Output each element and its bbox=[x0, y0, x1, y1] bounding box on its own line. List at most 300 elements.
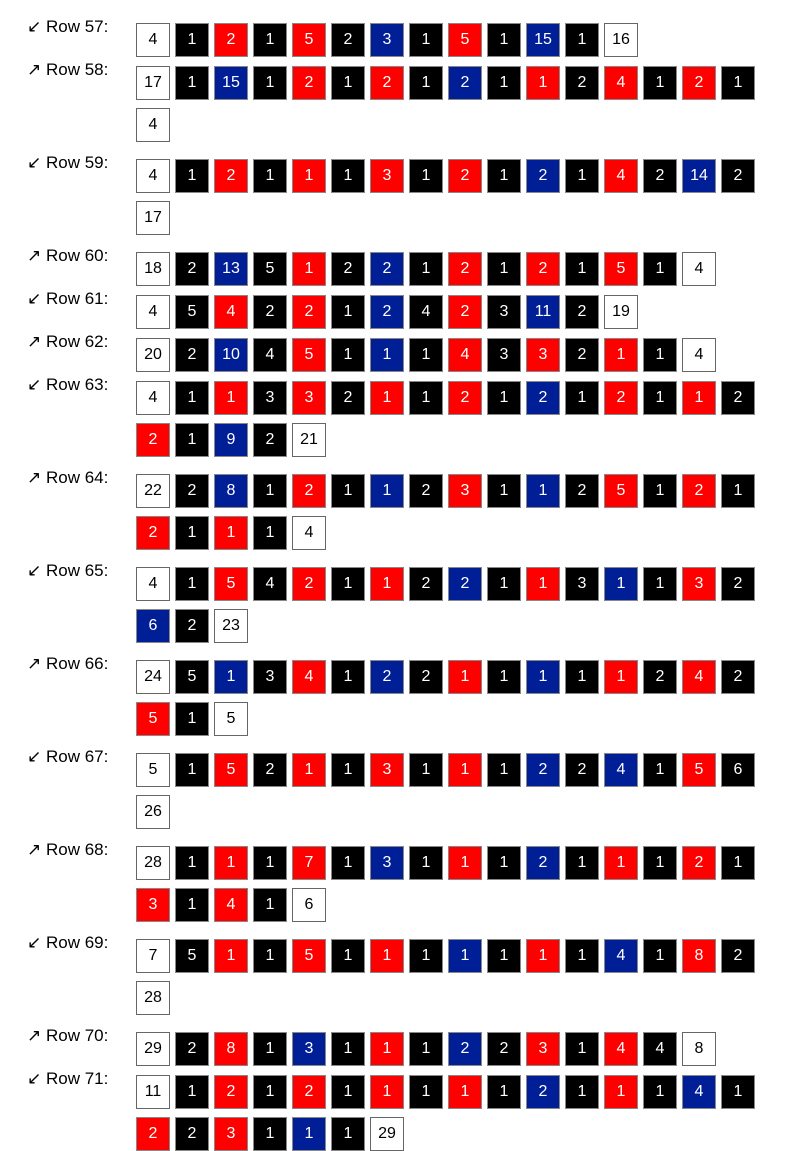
arrow-up-right-icon: ↗ bbox=[27, 332, 46, 351]
color-cell: 1 bbox=[565, 381, 599, 415]
color-cell: 4 bbox=[214, 295, 248, 329]
color-cell: 4 bbox=[292, 660, 326, 694]
color-cell: 1 bbox=[409, 23, 443, 57]
color-cell: 2 bbox=[175, 609, 209, 643]
color-cell: 2 bbox=[448, 295, 482, 329]
color-cell: 2 bbox=[448, 1032, 482, 1066]
color-cell: 3 bbox=[370, 23, 404, 57]
color-cell: 2 bbox=[448, 567, 482, 601]
color-cell: 2 bbox=[565, 753, 599, 787]
color-cell: 1 bbox=[565, 939, 599, 973]
color-cell: 4 bbox=[643, 1032, 677, 1066]
color-cell: 15 bbox=[526, 23, 560, 57]
color-cell: 11 bbox=[526, 295, 560, 329]
color-cell: 1 bbox=[565, 159, 599, 193]
color-cell: 2 bbox=[526, 1075, 560, 1109]
stitch-count-box: 5 bbox=[136, 753, 170, 787]
color-cell: 1 bbox=[253, 1117, 287, 1151]
color-cell: 2 bbox=[370, 295, 404, 329]
color-cell: 1 bbox=[175, 888, 209, 922]
color-cell: 8 bbox=[214, 1032, 248, 1066]
color-cell: 1 bbox=[331, 1075, 365, 1109]
color-cell: 1 bbox=[643, 1075, 677, 1109]
color-cell: 2 bbox=[721, 939, 755, 973]
color-cell: 1 bbox=[331, 660, 365, 694]
color-cell: 2 bbox=[331, 252, 365, 286]
color-cell: 1 bbox=[331, 1032, 365, 1066]
color-cell: 5 bbox=[253, 252, 287, 286]
row-label bbox=[27, 246, 108, 266]
color-cell: 4 bbox=[409, 295, 443, 329]
color-cell: 5 bbox=[214, 567, 248, 601]
color-cell: 2 bbox=[409, 567, 443, 601]
color-cell: 5 bbox=[604, 474, 638, 508]
color-cell: 1 bbox=[253, 474, 287, 508]
color-cell: 2 bbox=[682, 846, 716, 880]
color-cell: 1 bbox=[409, 338, 443, 372]
color-cell: 2 bbox=[175, 1117, 209, 1151]
color-cell: 1 bbox=[565, 846, 599, 880]
row-label-text: Row 66: bbox=[45, 654, 109, 673]
color-cell: 4 bbox=[604, 939, 638, 973]
row-label bbox=[27, 1026, 108, 1046]
color-cell: 1 bbox=[409, 381, 443, 415]
color-cell: 1 bbox=[409, 66, 443, 100]
color-cell: 1 bbox=[448, 1075, 482, 1109]
color-cell: 1 bbox=[214, 516, 248, 550]
color-cell: 1 bbox=[175, 66, 209, 100]
color-cell: 1 bbox=[643, 474, 677, 508]
color-cell: 1 bbox=[331, 474, 365, 508]
color-cell: 3 bbox=[487, 338, 521, 372]
color-cell: 1 bbox=[409, 753, 443, 787]
color-cell: 3 bbox=[370, 846, 404, 880]
row-label-text: Row 57: bbox=[45, 17, 109, 36]
color-cell: 1 bbox=[721, 474, 755, 508]
row-label-text: Row 63: bbox=[45, 375, 109, 394]
arrow-down-left-icon: ↙ bbox=[27, 289, 46, 308]
row-label-text: Row 65: bbox=[45, 561, 109, 580]
color-cell: 5 bbox=[292, 338, 326, 372]
color-cell: 2 bbox=[448, 159, 482, 193]
row-label bbox=[27, 332, 108, 352]
color-cell: 1 bbox=[409, 939, 443, 973]
row-label bbox=[27, 840, 108, 860]
color-cell: 2 bbox=[331, 381, 365, 415]
color-cell: 1 bbox=[331, 846, 365, 880]
color-cell: 3 bbox=[292, 1032, 326, 1066]
color-cell: 2 bbox=[370, 252, 404, 286]
color-cell: 3 bbox=[487, 295, 521, 329]
color-cell: 1 bbox=[682, 381, 716, 415]
stitch-count-box: 28 bbox=[136, 981, 170, 1015]
stitch-count-box: 29 bbox=[370, 1117, 404, 1151]
stitch-count-box: 4 bbox=[136, 295, 170, 329]
color-cell: 1 bbox=[487, 660, 521, 694]
row-label bbox=[27, 468, 108, 488]
stitch-count-box: 4 bbox=[682, 338, 716, 372]
color-cell: 1 bbox=[487, 23, 521, 57]
color-cell: 1 bbox=[331, 338, 365, 372]
color-cell: 4 bbox=[604, 1032, 638, 1066]
color-cell: 1 bbox=[409, 1075, 443, 1109]
color-cell: 1 bbox=[253, 66, 287, 100]
color-cell: 1 bbox=[253, 516, 287, 550]
color-cell: 2 bbox=[292, 1075, 326, 1109]
color-cell: 2 bbox=[409, 474, 443, 508]
color-cell: 13 bbox=[214, 252, 248, 286]
color-cell: 2 bbox=[526, 381, 560, 415]
color-cell: 1 bbox=[487, 939, 521, 973]
color-cell: 2 bbox=[526, 846, 560, 880]
color-cell: 1 bbox=[331, 567, 365, 601]
color-cell: 1 bbox=[526, 567, 560, 601]
color-cell: 1 bbox=[604, 1075, 638, 1109]
color-cell: 2 bbox=[565, 474, 599, 508]
arrow-down-left-icon: ↙ bbox=[27, 747, 46, 766]
color-cell: 1 bbox=[175, 567, 209, 601]
color-cell: 1 bbox=[331, 66, 365, 100]
color-cell: 1 bbox=[604, 567, 638, 601]
stitch-count-box: 26 bbox=[136, 795, 170, 829]
arrow-down-left-icon: ↙ bbox=[27, 561, 46, 580]
stitch-count-box: 16 bbox=[604, 23, 638, 57]
color-cell: 2 bbox=[643, 660, 677, 694]
color-cell: 2 bbox=[526, 753, 560, 787]
color-cell: 1 bbox=[214, 381, 248, 415]
color-cell: 1 bbox=[526, 66, 560, 100]
row-label-text: Row 68: bbox=[45, 840, 109, 859]
color-cell: 1 bbox=[175, 516, 209, 550]
stitch-count-box: 19 bbox=[604, 295, 638, 329]
color-cell: 2 bbox=[253, 753, 287, 787]
stitch-count-box: 23 bbox=[214, 609, 248, 643]
color-cell: 1 bbox=[487, 252, 521, 286]
color-cell: 2 bbox=[175, 252, 209, 286]
color-cell: 2 bbox=[292, 66, 326, 100]
row-label bbox=[27, 17, 108, 37]
color-cell: 2 bbox=[721, 381, 755, 415]
color-cell: 1 bbox=[331, 1117, 365, 1151]
color-cell: 3 bbox=[526, 1032, 560, 1066]
color-cell: 4 bbox=[604, 66, 638, 100]
color-cell: 6 bbox=[721, 753, 755, 787]
color-cell: 1 bbox=[448, 660, 482, 694]
color-cell: 1 bbox=[565, 1032, 599, 1066]
color-cell: 2 bbox=[331, 23, 365, 57]
color-cell: 1 bbox=[253, 1075, 287, 1109]
color-cell: 2 bbox=[292, 295, 326, 329]
color-cell: 2 bbox=[565, 338, 599, 372]
stitch-count-box: 7 bbox=[136, 939, 170, 973]
color-cell: 3 bbox=[136, 888, 170, 922]
row-label bbox=[27, 375, 108, 395]
color-cell: 4 bbox=[253, 338, 287, 372]
color-cell: 8 bbox=[214, 474, 248, 508]
color-cell: 1 bbox=[175, 846, 209, 880]
color-cell: 1 bbox=[721, 66, 755, 100]
color-cell: 2 bbox=[721, 567, 755, 601]
color-cell: 7 bbox=[292, 846, 326, 880]
stitch-count-box: 5 bbox=[214, 702, 248, 736]
arrow-up-right-icon: ↗ bbox=[27, 60, 46, 79]
row-label bbox=[27, 747, 108, 767]
color-cell: 2 bbox=[721, 159, 755, 193]
stitch-count-box: 4 bbox=[136, 159, 170, 193]
arrow-up-right-icon: ↗ bbox=[27, 246, 46, 265]
color-cell: 1 bbox=[370, 474, 404, 508]
color-cell: 5 bbox=[214, 753, 248, 787]
color-cell: 2 bbox=[526, 252, 560, 286]
color-cell: 4 bbox=[448, 338, 482, 372]
color-cell: 1 bbox=[175, 753, 209, 787]
color-cell: 1 bbox=[175, 423, 209, 457]
arrow-up-right-icon: ↗ bbox=[27, 1026, 46, 1045]
color-cell: 3 bbox=[370, 753, 404, 787]
color-cell: 1 bbox=[448, 846, 482, 880]
color-cell: 1 bbox=[526, 474, 560, 508]
color-cell: 2 bbox=[370, 660, 404, 694]
color-cell: 1 bbox=[643, 338, 677, 372]
arrow-down-left-icon: ↙ bbox=[27, 153, 46, 172]
row-label-text: Row 58: bbox=[45, 60, 109, 79]
color-cell: 1 bbox=[331, 753, 365, 787]
stitch-count-box: 4 bbox=[136, 108, 170, 142]
color-cell: 5 bbox=[682, 753, 716, 787]
color-cell: 15 bbox=[214, 66, 248, 100]
stitch-count-box: 18 bbox=[136, 252, 170, 286]
color-cell: 1 bbox=[565, 23, 599, 57]
arrow-down-left-icon: ↙ bbox=[27, 933, 46, 952]
row-label-text: Row 62: bbox=[45, 332, 109, 351]
color-cell: 2 bbox=[136, 423, 170, 457]
row-label bbox=[27, 1069, 108, 1089]
color-cell: 1 bbox=[292, 753, 326, 787]
arrow-up-right-icon: ↗ bbox=[27, 840, 46, 859]
color-cell: 1 bbox=[643, 381, 677, 415]
color-cell: 2 bbox=[292, 474, 326, 508]
color-cell: 1 bbox=[487, 159, 521, 193]
stitch-count-box: 20 bbox=[136, 338, 170, 372]
color-cell: 1 bbox=[604, 660, 638, 694]
stitch-count-box: 17 bbox=[136, 201, 170, 235]
arrow-down-left-icon: ↙ bbox=[27, 17, 46, 36]
color-cell: 4 bbox=[604, 753, 638, 787]
color-cell: 1 bbox=[604, 338, 638, 372]
color-cell: 1 bbox=[409, 159, 443, 193]
row-label bbox=[27, 933, 108, 953]
color-cell: 1 bbox=[253, 888, 287, 922]
row-label-text: Row 69: bbox=[45, 933, 109, 952]
color-cell: 2 bbox=[214, 1075, 248, 1109]
arrow-up-right-icon: ↗ bbox=[27, 468, 46, 487]
row-label-text: Row 61: bbox=[45, 289, 109, 308]
color-cell: 1 bbox=[565, 252, 599, 286]
color-cell: 5 bbox=[292, 23, 326, 57]
stitch-count-box: 4 bbox=[136, 23, 170, 57]
row-label bbox=[27, 289, 108, 309]
color-cell: 1 bbox=[253, 23, 287, 57]
row-label-text: Row 64: bbox=[45, 468, 109, 487]
color-cell: 4 bbox=[214, 888, 248, 922]
color-cell: 1 bbox=[292, 159, 326, 193]
color-cell: 5 bbox=[448, 23, 482, 57]
color-cell: 3 bbox=[214, 1117, 248, 1151]
color-cell: 1 bbox=[292, 252, 326, 286]
color-cell: 2 bbox=[253, 295, 287, 329]
color-cell: 1 bbox=[370, 1075, 404, 1109]
color-cell: 1 bbox=[175, 23, 209, 57]
color-cell: 1 bbox=[487, 567, 521, 601]
color-cell: 4 bbox=[604, 159, 638, 193]
color-cell: 1 bbox=[370, 381, 404, 415]
color-cell: 1 bbox=[175, 702, 209, 736]
color-cell: 1 bbox=[331, 939, 365, 973]
color-cell: 1 bbox=[292, 1117, 326, 1151]
color-cell: 2 bbox=[448, 252, 482, 286]
color-cell: 3 bbox=[565, 567, 599, 601]
color-cell: 5 bbox=[604, 252, 638, 286]
color-cell: 1 bbox=[565, 1075, 599, 1109]
color-cell: 1 bbox=[643, 252, 677, 286]
stitch-count-box: 4 bbox=[682, 252, 716, 286]
color-cell: 2 bbox=[214, 159, 248, 193]
color-cell: 3 bbox=[370, 159, 404, 193]
color-cell: 1 bbox=[331, 295, 365, 329]
color-cell: 2 bbox=[214, 23, 248, 57]
stitch-count-box: 8 bbox=[682, 1032, 716, 1066]
color-cell: 1 bbox=[370, 567, 404, 601]
color-cell: 1 bbox=[370, 1032, 404, 1066]
color-cell: 14 bbox=[682, 159, 716, 193]
color-cell: 1 bbox=[370, 338, 404, 372]
color-cell: 10 bbox=[214, 338, 248, 372]
stitch-count-box: 6 bbox=[292, 888, 326, 922]
color-cell: 3 bbox=[253, 660, 287, 694]
color-cell: 1 bbox=[409, 1032, 443, 1066]
color-cell: 3 bbox=[682, 567, 716, 601]
color-cell: 1 bbox=[331, 159, 365, 193]
color-cell: 1 bbox=[721, 1075, 755, 1109]
color-cell: 1 bbox=[175, 381, 209, 415]
color-cell: 2 bbox=[721, 660, 755, 694]
stitch-count-box: 17 bbox=[136, 66, 170, 100]
color-cell: 1 bbox=[487, 846, 521, 880]
color-cell: 1 bbox=[526, 939, 560, 973]
color-cell: 5 bbox=[175, 939, 209, 973]
row-label-text: Row 59: bbox=[45, 153, 109, 172]
color-cell: 5 bbox=[292, 939, 326, 973]
row-label-text: Row 60: bbox=[45, 246, 109, 265]
stitch-count-box: 28 bbox=[136, 846, 170, 880]
stitch-count-box: 4 bbox=[292, 516, 326, 550]
color-cell: 2 bbox=[487, 1032, 521, 1066]
color-cell: 1 bbox=[487, 66, 521, 100]
color-cell: 4 bbox=[682, 660, 716, 694]
color-cell: 5 bbox=[175, 295, 209, 329]
color-cell: 1 bbox=[409, 252, 443, 286]
color-cell: 4 bbox=[253, 567, 287, 601]
color-cell: 1 bbox=[409, 846, 443, 880]
color-cell: 1 bbox=[604, 846, 638, 880]
color-cell: 1 bbox=[253, 1032, 287, 1066]
arrow-down-left-icon: ↙ bbox=[27, 375, 46, 394]
color-cell: 2 bbox=[370, 66, 404, 100]
color-cell: 2 bbox=[643, 159, 677, 193]
color-cell: 1 bbox=[643, 846, 677, 880]
color-cell: 2 bbox=[409, 660, 443, 694]
color-cell: 3 bbox=[253, 381, 287, 415]
color-cell: 1 bbox=[214, 939, 248, 973]
color-cell: 1 bbox=[643, 66, 677, 100]
color-cell: 1 bbox=[214, 846, 248, 880]
color-cell: 2 bbox=[136, 516, 170, 550]
row-label bbox=[27, 654, 108, 674]
color-cell: 1 bbox=[487, 474, 521, 508]
arrow-down-left-icon: ↙ bbox=[27, 1069, 46, 1088]
color-cell: 1 bbox=[175, 159, 209, 193]
stitch-count-box: 11 bbox=[136, 1075, 170, 1109]
color-cell: 2 bbox=[565, 295, 599, 329]
color-cell: 1 bbox=[214, 660, 248, 694]
color-cell: 1 bbox=[253, 159, 287, 193]
color-cell: 9 bbox=[214, 423, 248, 457]
stitch-count-box: 4 bbox=[136, 567, 170, 601]
color-cell: 1 bbox=[487, 753, 521, 787]
color-cell: 1 bbox=[448, 939, 482, 973]
row-label bbox=[27, 153, 108, 173]
color-cell: 2 bbox=[136, 1117, 170, 1151]
color-cell: 2 bbox=[682, 66, 716, 100]
stitch-count-box: 21 bbox=[292, 423, 326, 457]
color-cell: 2 bbox=[565, 66, 599, 100]
color-cell: 3 bbox=[526, 338, 560, 372]
row-label bbox=[27, 60, 108, 80]
row-label bbox=[27, 561, 108, 581]
color-cell: 1 bbox=[643, 567, 677, 601]
color-cell: 1 bbox=[643, 939, 677, 973]
stitch-count-box: 24 bbox=[136, 660, 170, 694]
color-cell: 1 bbox=[370, 939, 404, 973]
row-label-text: Row 70: bbox=[45, 1026, 109, 1045]
color-cell: 2 bbox=[448, 381, 482, 415]
color-cell: 1 bbox=[526, 660, 560, 694]
color-cell: 2 bbox=[175, 338, 209, 372]
color-cell: 8 bbox=[682, 939, 716, 973]
stitch-count-box: 4 bbox=[136, 381, 170, 415]
color-cell: 1 bbox=[643, 753, 677, 787]
row-label-text: Row 67: bbox=[45, 747, 109, 766]
color-cell: 3 bbox=[448, 474, 482, 508]
stitch-count-box: 22 bbox=[136, 474, 170, 508]
color-cell: 3 bbox=[292, 381, 326, 415]
color-cell: 6 bbox=[136, 609, 170, 643]
color-cell: 1 bbox=[487, 1075, 521, 1109]
color-cell: 2 bbox=[175, 474, 209, 508]
color-cell: 2 bbox=[526, 159, 560, 193]
color-cell: 2 bbox=[292, 567, 326, 601]
color-cell: 1 bbox=[565, 660, 599, 694]
arrow-up-right-icon: ↗ bbox=[27, 654, 46, 673]
color-cell: 5 bbox=[175, 660, 209, 694]
color-cell: 2 bbox=[682, 474, 716, 508]
color-cell: 1 bbox=[721, 846, 755, 880]
stitch-count-box: 29 bbox=[136, 1032, 170, 1066]
color-cell: 5 bbox=[136, 702, 170, 736]
color-cell: 2 bbox=[448, 66, 482, 100]
color-cell: 1 bbox=[253, 846, 287, 880]
color-cell: 2 bbox=[175, 1032, 209, 1066]
